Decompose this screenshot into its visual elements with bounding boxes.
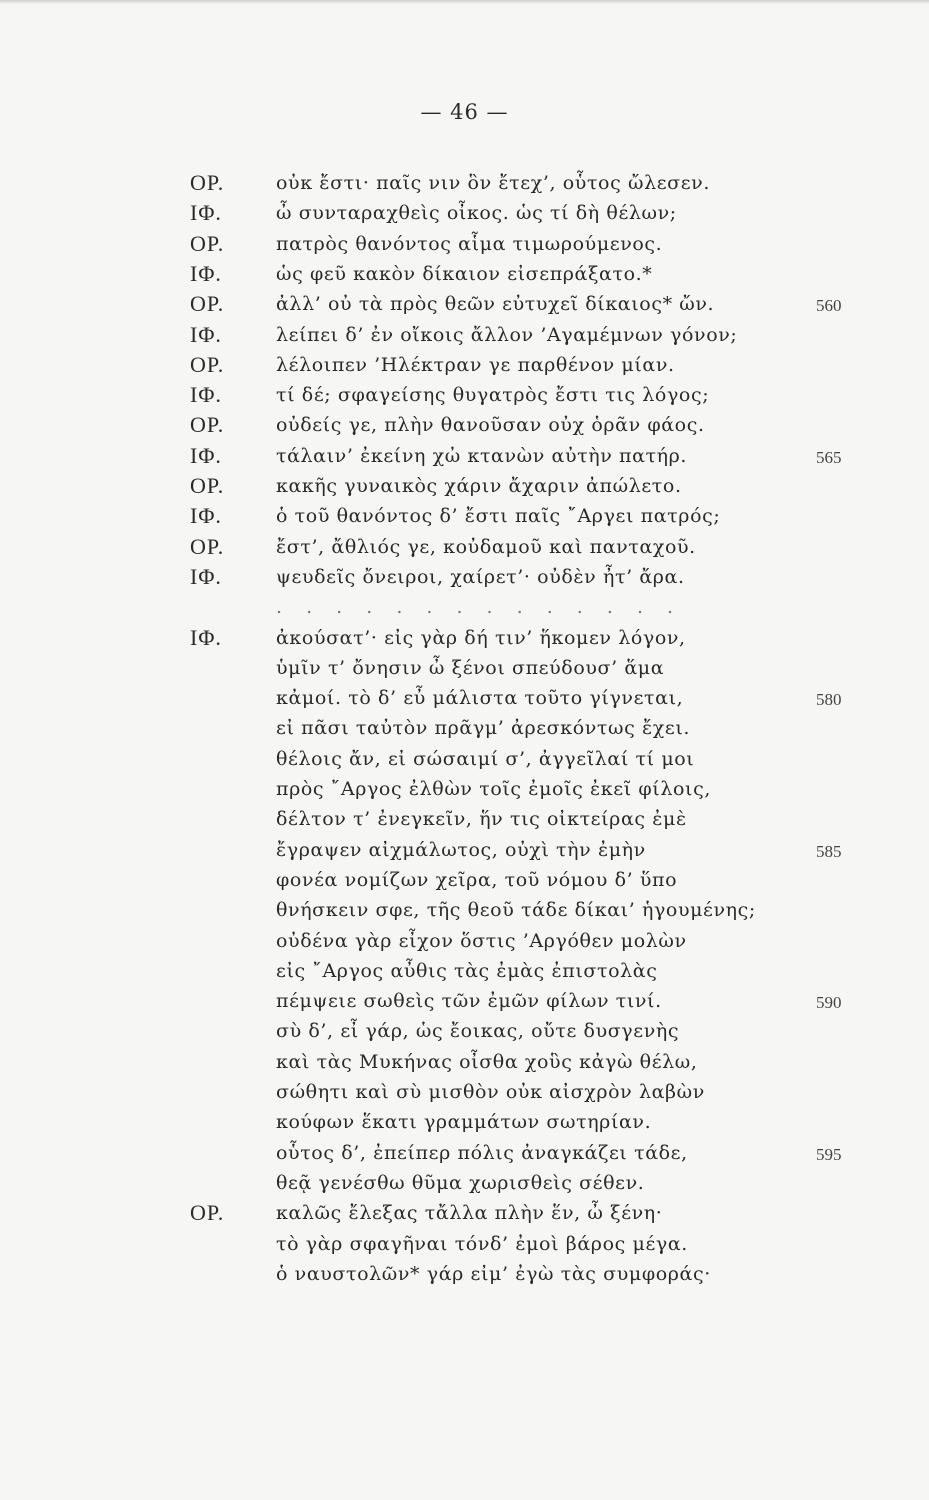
- verse-line: [0, 471, 929, 501]
- verse-line: [0, 804, 929, 834]
- verse-text: ὁ ναυστολῶν* γάρ εἰμ’ ἐγὼ τὰς συμφοράς·: [276, 1262, 711, 1285]
- verse-line: [0, 1077, 929, 1107]
- verse-text: οὐκ ἔστι· παῖς νιν ὃν ἔτεχ’, οὗτος ὤλεσεν.: [276, 172, 710, 194]
- verse-line: [0, 926, 929, 956]
- verse-line: [0, 713, 929, 743]
- verse-text: καλῶς ἔλεξας τἄλλα πλὴν ἕν, ὦ ξένη·: [276, 1202, 663, 1225]
- verse-text: θέλοις ἄν, εἰ σώσαιμί σ’, ἀγγεῖλαί τί μοι: [276, 747, 695, 770]
- verse-text: τὸ γὰρ σφαγῆναι τόνδ’ ἐμοὶ βάρος μέγα.: [276, 1232, 688, 1255]
- page-number: — 46 —: [420, 100, 509, 124]
- verse-line: [0, 380, 929, 410]
- verse-text: ὡς φεῦ κακὸν δίκαιον εἰσεπράξατο.*: [276, 262, 653, 285]
- verse-line: [0, 441, 929, 471]
- verse-line: [0, 956, 929, 986]
- verse-line: [0, 1016, 929, 1046]
- verse-text: ἔστ’, ἄθλιός γε, κοὐδαμοῦ καὶ πανταχοῦ.: [276, 535, 696, 558]
- speaker-label: ΟΡ.: [190, 533, 225, 559]
- verse-text: τί δέ; σφαγείσης θυγατρὸς ἔστι τις λόγος;: [276, 384, 710, 407]
- verse-text: οὐδείς γε, πλὴν θανοῦσαν οὐχ ὁρᾶν φάος.: [276, 414, 705, 437]
- verse-text: ὁ τοῦ θανόντος δ’ ἔστι παῖς ῎Αργει πατρός;: [276, 505, 721, 528]
- verse-text: κούφων ἕκατι γραμμάτων σωτηρίαν.: [276, 1111, 652, 1134]
- verse-line: [0, 198, 929, 228]
- verse-text: ἔγραψεν αἰχμάλωτος, οὐχὶ τὴν ἐμὴν: [276, 838, 646, 861]
- line-number: 590: [816, 993, 842, 1013]
- verse-text: ψευδεῖς ὄνειροι, χαίρετ’· οὐδὲν ἦτ’ ἄρα.: [276, 565, 685, 588]
- verse-text: εἰ πᾶσι ταὐτὸν πρᾶγμ’ ἀρεσκόντως ἔχει.: [276, 717, 691, 740]
- speaker-label: ΙΦ.: [190, 563, 222, 589]
- speaker-label: ΟΡ.: [190, 473, 225, 498]
- lacuna-dots: . . . . . . . . . . . . . .: [276, 596, 683, 619]
- verse-line: [0, 835, 929, 865]
- verse-text: σὺ δ’, εἶ γάρ, ὡς ἔοικας, οὔτε δυσγενὴς: [276, 1020, 680, 1043]
- verse-text: θεᾷ γενέσθω θῦμα χωρισθεὶς σέθεν.: [276, 1171, 645, 1194]
- verse-text: ἀκούσατ’· εἰς γὰρ δή τιν’ ἥκομεν λόγον,: [276, 626, 686, 649]
- verse-text: εἰς ῎Αργος αὖθις τὰς ἐμὰς ἐπιστολὰς: [276, 959, 658, 982]
- verse-line: [0, 1138, 929, 1168]
- verse-text: οὗτος δ’, ἐπείπερ πόλις ἀναγκάζει τάδε,: [276, 1141, 688, 1164]
- verse-line: [0, 1168, 929, 1198]
- verse-text: φονέα νομίζων χεῖρα, τοῦ νόμου δ’ ὕπο: [276, 868, 678, 891]
- verse-text: ὦ συνταραχθεὶς οἶκος. ὡς τί δὴ θέλων;: [276, 202, 677, 225]
- verse-line: [0, 229, 929, 259]
- verse-line: [0, 774, 929, 804]
- verse-line: [0, 259, 929, 289]
- verse-line: [0, 1259, 929, 1289]
- verse-line: [0, 501, 929, 531]
- line-number: 595: [816, 1144, 842, 1164]
- speaker-label: ΙΦ.: [190, 382, 222, 408]
- verse-line: [0, 683, 929, 713]
- verse-text: σώθητι καὶ σὺ μισθὸν οὐκ αἰσχρὸν λαβὼν: [276, 1081, 705, 1103]
- verse-text: λέλοιπεν ’Ηλέκτραν γε παρθένον μίαν.: [276, 353, 675, 376]
- verse-line: [0, 289, 929, 319]
- speaker-label: ΟΡ.: [190, 412, 225, 438]
- verse-line: [0, 1229, 929, 1259]
- speaker-label: ΟΡ.: [190, 351, 225, 377]
- verse-text: κακῆς γυναικὸς χάριν ἄχαριν ἀπώλετο.: [276, 475, 682, 497]
- verse-line: [0, 623, 929, 653]
- verse-line: [0, 592, 929, 622]
- speaker-label: ΙΦ.: [190, 260, 222, 286]
- line-number: 565: [816, 447, 842, 467]
- verse-line: [0, 532, 929, 562]
- verse-text: πρὸς ῎Αργος ἐλθὼν τοῖς ἐμοῖς ἐκεῖ φίλοις,: [276, 778, 711, 800]
- verse-line: [0, 986, 929, 1016]
- verse-text: τάλαιν’ ἐκείνη χὠ κτανὼν αὐτὴν πατήρ.: [276, 444, 688, 467]
- speaker-label: ΟΡ.: [190, 230, 225, 256]
- verse-text: καὶ τὰς Μυκήνας οἶσθα χοὓς κἀγὼ θέλω,: [276, 1050, 698, 1073]
- verse-text: οὐδένα γὰρ εἶχον ὅστις ’Αργόθεν μολὼν: [276, 929, 687, 952]
- verse-line: [0, 865, 929, 895]
- verse-line: [0, 350, 929, 380]
- verse-text: πέμψειε σωθεὶς τῶν ἐμῶν φίλων τινί.: [276, 990, 662, 1013]
- verse-text: πατρὸς θανόντος αἷμα τιμωρούμενος.: [276, 232, 663, 255]
- line-number: 585: [816, 841, 842, 861]
- line-number: 560: [816, 296, 842, 316]
- verse-line: [0, 1107, 929, 1137]
- verse-line: [0, 895, 929, 925]
- verse-line: [0, 562, 929, 592]
- speaker-label: ΙΦ.: [190, 624, 222, 650]
- speaker-label: ΟΡ.: [190, 1200, 225, 1226]
- speaker-label: ΙΦ.: [190, 442, 222, 468]
- verse-line: [0, 744, 929, 774]
- verse-text: κἀμοί. τὸ δ’ εὖ μάλιστα τοῦτο γίγνεται,: [276, 687, 684, 710]
- speaker-label: ΟΡ.: [190, 170, 225, 195]
- verse-text: ὑμῖν τ’ ὄνησιν ὦ ξένοι σπεύδουσ’ ἅμα: [276, 656, 665, 679]
- verse-line: [0, 410, 929, 440]
- verse-text: ἀλλ’ οὐ τὰ πρὸς θεῶν εὐτυχεῖ δίκαιος* ὤν.: [276, 293, 715, 316]
- verse-line: [0, 1047, 929, 1077]
- verse-text: δέλτον τ’ ἐνεγκεῖν, ἥν τις οἰκτείρας ἐμὲ: [276, 808, 687, 831]
- line-number: 580: [816, 690, 842, 710]
- speaker-label: ΟΡ.: [190, 291, 225, 317]
- verse-text: λείπει δ’ ἐν οἴκοις ἄλλον ’Αγαμέμνων γόνον;: [276, 323, 738, 346]
- verse-line: [0, 1198, 929, 1228]
- verse-text: θνήσκειν σφε, τῆς θεοῦ τάδε δίκαι’ ἡγουμένης;: [276, 899, 756, 922]
- speaker-label: ΙΦ.: [190, 503, 222, 529]
- verse-line: [0, 168, 929, 198]
- speaker-label: ΙΦ.: [190, 321, 222, 347]
- verse-line: [0, 320, 929, 350]
- verse-line: [0, 653, 929, 683]
- speaker-label: ΙΦ.: [190, 200, 222, 226]
